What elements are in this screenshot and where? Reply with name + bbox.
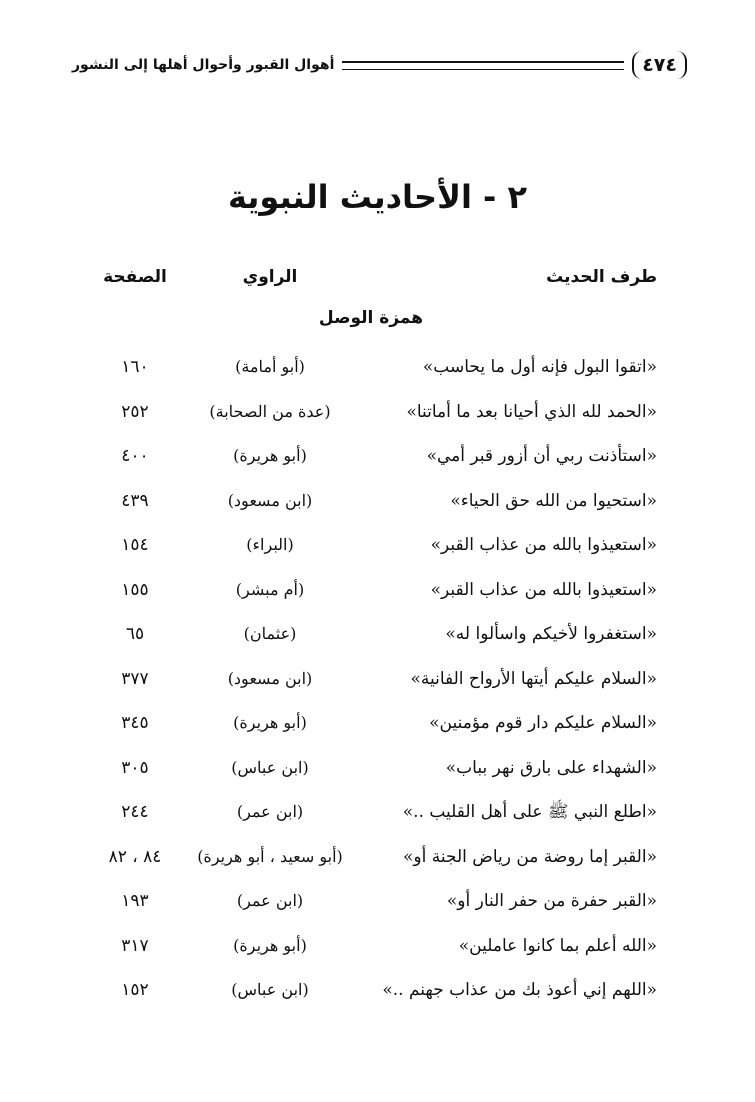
column-header-narrator: الراوي	[242, 267, 298, 287]
page-reference: ٦٥	[125, 624, 145, 644]
hadith-text: «استعيذوا بالله من عذاب القبر»	[430, 535, 657, 555]
table-row	[0, 931, 755, 961]
page-reference: ٣٤٥	[121, 713, 149, 733]
letter-subheading: همزة الوصل	[318, 308, 424, 328]
table-row	[0, 352, 755, 382]
page-reference: ١٦٠	[121, 357, 149, 377]
hadith-text: «اللهم إني أعوذ بك من عذاب جهنم ..»	[382, 980, 657, 1000]
narrator-text: (أبو هريرة)	[233, 713, 307, 732]
table-row	[0, 975, 755, 1005]
narrator-text: (ابن عباس)	[231, 980, 309, 999]
narrator-text: (ابن عمر)	[236, 802, 304, 821]
narrator-text: (عثمان)	[243, 624, 297, 643]
header-rule	[342, 61, 624, 70]
table-row	[0, 886, 755, 916]
narrator-text: (عدة من الصحابة)	[209, 401, 331, 421]
page-reference: ٨٤ ، ٨٢	[108, 846, 162, 867]
hadith-text: «القبر إما روضة من رياض الجنة أو»	[403, 846, 657, 867]
page-reference: ١٥٥	[121, 579, 149, 600]
hadith-text: «استحيوا من الله حق الحياء»	[450, 490, 657, 511]
page-reference: ٣٧٧	[121, 668, 149, 689]
page-reference: ١٥٤	[121, 535, 149, 555]
page-reference: ٤٠٠	[121, 446, 149, 466]
page-reference: ٢٤٤	[121, 802, 149, 822]
table-row	[0, 842, 755, 872]
page-reference: ٤٣٩	[121, 490, 149, 511]
hadith-text: «القبر حفرة من حفر النار أو»	[446, 891, 657, 911]
hadith-text: «الشهداء على بارق نهر بباب»	[445, 757, 657, 778]
column-headers	[0, 262, 755, 292]
table-row	[0, 575, 755, 605]
hadith-text: «الله أعلم بما كانوا عاملين»	[458, 935, 657, 956]
table-row	[0, 753, 755, 783]
narrator-text: (ابن مسعود)	[227, 490, 313, 510]
hadith-text: «استأذنت ربي أن أزور قبر أمي»	[426, 446, 657, 466]
narrator-text: (ابن عمر)	[236, 891, 304, 910]
section-title: ٢ - الأحاديث النبوية	[227, 178, 527, 216]
page-reference: ٢٥٢	[121, 401, 149, 422]
narrator-text: (أبو سعيد ، أبو هريرة)	[197, 846, 343, 866]
page-number: ٤٧٤	[632, 51, 687, 79]
narrator-text: (البراء)	[246, 535, 294, 554]
page-reference: ٣١٧	[121, 935, 149, 956]
running-header	[72, 48, 687, 82]
page-reference: ١٩٣	[121, 891, 149, 911]
narrator-text: (أم مبشر)	[235, 579, 305, 599]
narrator-text: (ابن مسعود)	[227, 668, 313, 688]
column-header-page: الصفحة	[103, 267, 167, 287]
hadith-text: «اطلع النبي ﷺ على أهل القليب ..»	[402, 802, 657, 822]
table-row	[0, 530, 755, 560]
table-row	[0, 664, 755, 694]
column-header-hadith: طرف الحديث	[546, 267, 657, 287]
narrator-text: (أبو أمامة)	[235, 357, 305, 376]
hadith-text: «استعيذوا بالله من عذاب القبر»	[430, 579, 657, 600]
hadith-text: «السلام عليكم أيتها الأرواح الفانية»	[410, 668, 657, 689]
table-row	[0, 441, 755, 471]
book-title: أهوال القبور وأحوال أهلها إلى النشور	[72, 57, 335, 73]
hadith-text: «استغفروا لأخيكم واسألوا له»	[445, 624, 657, 644]
table-row	[0, 486, 755, 516]
page-reference: ٣٠٥	[121, 757, 149, 778]
table-row	[0, 708, 755, 738]
hadith-text: «السلام عليكم دار قوم مؤمنين»	[429, 713, 657, 733]
table-row	[0, 397, 755, 427]
narrator-text: (أبو هريرة)	[233, 935, 307, 955]
page-reference: ١٥٢	[121, 980, 149, 1000]
narrator-text: (ابن عباس)	[231, 757, 309, 777]
hadith-text: «الحمد لله الذي أحيانا بعد ما أماتنا»	[406, 401, 657, 422]
hadith-text: «اتقوا البول فإنه أول ما يحاسب»	[422, 357, 657, 377]
table-row	[0, 619, 755, 649]
table-row	[0, 797, 755, 827]
narrator-text: (أبو هريرة)	[233, 446, 307, 465]
